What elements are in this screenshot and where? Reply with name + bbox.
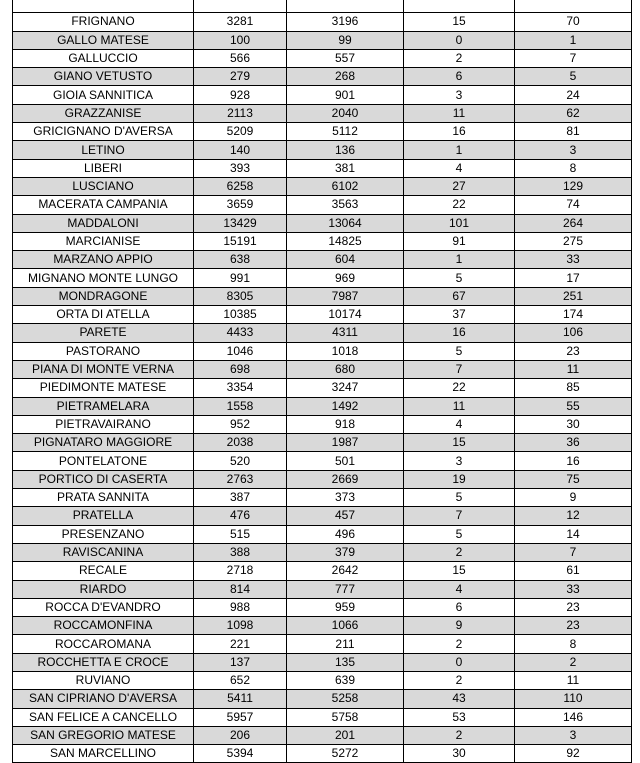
value-cell-4: 36 <box>515 434 632 452</box>
value-cell-3: 2 <box>404 726 515 744</box>
value-cell-3: 11 <box>404 104 515 122</box>
value-cell-1: 566 <box>194 49 287 67</box>
table-row <box>13 598 632 616</box>
value-cell-3: 7 <box>404 360 515 378</box>
value-cell-1: 279 <box>194 68 287 86</box>
value-cell-1: 5209 <box>194 123 287 141</box>
value-cell-4: 251 <box>515 287 632 305</box>
value-cell-3: 67 <box>404 287 515 305</box>
value-cell-2: 201 <box>287 726 404 744</box>
table-row <box>13 671 632 689</box>
value-cell-3: 0 <box>404 653 515 671</box>
value-cell-2: 3247 <box>287 379 404 397</box>
value-cell-4: 3 <box>515 726 632 744</box>
value-cell-3: 16 <box>404 123 515 141</box>
value-cell-1: 5411 <box>194 690 287 708</box>
value-cell-2 <box>287 0 404 13</box>
table-row <box>13 177 632 195</box>
comune-cell: SAN CIPRIANO D'AVERSA <box>13 690 194 708</box>
value-cell-1: 698 <box>194 360 287 378</box>
value-cell-2: 10174 <box>287 306 404 324</box>
value-cell-3: 91 <box>404 232 515 250</box>
value-cell-3: 53 <box>404 708 515 726</box>
table-row <box>13 452 632 470</box>
value-cell-1: 2763 <box>194 470 287 488</box>
value-cell-2: 5758 <box>287 708 404 726</box>
comune-cell: GIOIA SANNITICA <box>13 86 194 104</box>
table-row <box>13 159 632 177</box>
table-row <box>13 470 632 488</box>
value-cell-3: 16 <box>404 324 515 342</box>
value-cell-2: 268 <box>287 68 404 86</box>
value-cell-1: 1558 <box>194 397 287 415</box>
value-cell-2: 969 <box>287 269 404 287</box>
comune-cell: MONDRAGONE <box>13 287 194 305</box>
value-cell-1: 221 <box>194 635 287 653</box>
value-cell-4: 17 <box>515 269 632 287</box>
value-cell-3: 9 <box>404 617 515 635</box>
table-row <box>13 0 632 13</box>
value-cell-3: 15 <box>404 434 515 452</box>
value-cell-3: 4 <box>404 415 515 433</box>
value-cell-4: 8 <box>515 635 632 653</box>
value-cell-4: 75 <box>515 470 632 488</box>
value-cell-2: 211 <box>287 635 404 653</box>
value-cell-2: 918 <box>287 415 404 433</box>
table-row <box>13 690 632 708</box>
value-cell-3: 43 <box>404 690 515 708</box>
value-cell-4: 106 <box>515 324 632 342</box>
value-cell-1: 638 <box>194 251 287 269</box>
comune-cell: RUVIANO <box>13 671 194 689</box>
value-cell-2: 6102 <box>287 177 404 195</box>
table-row <box>13 525 632 543</box>
value-cell-1: 2038 <box>194 434 287 452</box>
table-row <box>13 617 632 635</box>
value-cell-2: 680 <box>287 360 404 378</box>
comune-cell: MARZANO APPIO <box>13 251 194 269</box>
value-cell-1: 100 <box>194 31 287 49</box>
table-row <box>13 251 632 269</box>
table-row <box>13 434 632 452</box>
comune-cell: PRATA SANNITA <box>13 489 194 507</box>
value-cell-1: 928 <box>194 86 287 104</box>
value-cell-1: 476 <box>194 507 287 525</box>
table-row <box>13 489 632 507</box>
value-cell-2: 496 <box>287 525 404 543</box>
value-cell-4: 264 <box>515 214 632 232</box>
value-cell-2: 379 <box>287 543 404 561</box>
comune-cell: ROCCA D'EVANDRO <box>13 598 194 616</box>
value-cell-4: 1 <box>515 31 632 49</box>
value-cell-2: 135 <box>287 653 404 671</box>
value-cell-4: 16 <box>515 452 632 470</box>
table-row <box>13 726 632 744</box>
value-cell-3: 22 <box>404 196 515 214</box>
value-cell-2: 457 <box>287 507 404 525</box>
value-cell-3 <box>404 0 515 13</box>
value-cell-3: 22 <box>404 379 515 397</box>
table-row <box>13 653 632 671</box>
value-cell-2: 381 <box>287 159 404 177</box>
municipalities-table <box>12 0 632 763</box>
value-cell-2: 3563 <box>287 196 404 214</box>
value-cell-1: 3659 <box>194 196 287 214</box>
value-cell-4: 33 <box>515 580 632 598</box>
value-cell-3: 15 <box>404 13 515 31</box>
comune-cell: MADDALONI <box>13 214 194 232</box>
value-cell-4: 70 <box>515 13 632 31</box>
value-cell-1: 1046 <box>194 342 287 360</box>
table-row <box>13 68 632 86</box>
value-cell-4: 129 <box>515 177 632 195</box>
value-cell-4: 12 <box>515 507 632 525</box>
value-cell-4: 33 <box>515 251 632 269</box>
table-row <box>13 13 632 31</box>
table-row <box>13 214 632 232</box>
comune-cell: PRATELLA <box>13 507 194 525</box>
comune-cell: PIEDIMONTE MATESE <box>13 379 194 397</box>
value-cell-4: 14 <box>515 525 632 543</box>
value-cell-4: 275 <box>515 232 632 250</box>
value-cell-3: 5 <box>404 489 515 507</box>
value-cell-4: 5 <box>515 68 632 86</box>
value-cell-4: 9 <box>515 489 632 507</box>
comune-cell: LUSCIANO <box>13 177 194 195</box>
table-row <box>13 104 632 122</box>
value-cell-3: 2 <box>404 543 515 561</box>
table-row <box>13 49 632 67</box>
value-cell-4: 74 <box>515 196 632 214</box>
comune-cell: GALLO MATESE <box>13 31 194 49</box>
table-row <box>13 306 632 324</box>
comune-cell: GRICIGNANO D'AVERSA <box>13 123 194 141</box>
table-row <box>13 324 632 342</box>
value-cell-1: 952 <box>194 415 287 433</box>
value-cell-3: 4 <box>404 580 515 598</box>
value-cell-2: 136 <box>287 141 404 159</box>
value-cell-1: 388 <box>194 543 287 561</box>
value-cell-4: 7 <box>515 543 632 561</box>
value-cell-3: 5 <box>404 525 515 543</box>
value-cell-1: 515 <box>194 525 287 543</box>
value-cell-1: 6258 <box>194 177 287 195</box>
value-cell-2: 373 <box>287 489 404 507</box>
value-cell-2: 2040 <box>287 104 404 122</box>
table-row <box>13 708 632 726</box>
value-cell-1: 206 <box>194 726 287 744</box>
comune-cell: MIGNANO MONTE LUNGO <box>13 269 194 287</box>
comune-cell: ROCCAROMANA <box>13 635 194 653</box>
value-cell-1: 387 <box>194 489 287 507</box>
value-cell-2: 959 <box>287 598 404 616</box>
value-cell-1: 520 <box>194 452 287 470</box>
value-cell-4: 23 <box>515 617 632 635</box>
value-cell-3: 37 <box>404 306 515 324</box>
table-row <box>13 86 632 104</box>
value-cell-3: 0 <box>404 31 515 49</box>
comune-cell: ORTA DI ATELLA <box>13 306 194 324</box>
value-cell-4: 61 <box>515 562 632 580</box>
table-row <box>13 360 632 378</box>
value-cell-4: 8 <box>515 159 632 177</box>
comune-cell: PASTORANO <box>13 342 194 360</box>
value-cell-3: 5 <box>404 269 515 287</box>
value-cell-2: 13064 <box>287 214 404 232</box>
comune-cell: RECALE <box>13 562 194 580</box>
table-row <box>13 141 632 159</box>
value-cell-4: 23 <box>515 342 632 360</box>
table-row <box>13 397 632 415</box>
value-cell-1: 814 <box>194 580 287 598</box>
value-cell-2: 777 <box>287 580 404 598</box>
table-row <box>13 580 632 598</box>
value-cell-4: 62 <box>515 104 632 122</box>
value-cell-2: 7987 <box>287 287 404 305</box>
value-cell-4: 55 <box>515 397 632 415</box>
value-cell-4: 110 <box>515 690 632 708</box>
value-cell-1: 13429 <box>194 214 287 232</box>
comune-cell: PIETRAMELARA <box>13 397 194 415</box>
value-cell-4: 3 <box>515 141 632 159</box>
value-cell-3: 19 <box>404 470 515 488</box>
value-cell-1: 393 <box>194 159 287 177</box>
comune-cell: PONTELATONE <box>13 452 194 470</box>
table-row <box>13 543 632 561</box>
table-row <box>13 269 632 287</box>
value-cell-3: 2 <box>404 671 515 689</box>
value-cell-1 <box>194 0 287 13</box>
value-cell-2: 14825 <box>287 232 404 250</box>
value-cell-4: 11 <box>515 360 632 378</box>
table-row <box>13 196 632 214</box>
comune-cell: GALLUCCIO <box>13 49 194 67</box>
value-cell-3: 15 <box>404 562 515 580</box>
value-cell-1: 4433 <box>194 324 287 342</box>
value-cell-1: 140 <box>194 141 287 159</box>
value-cell-3: 1 <box>404 251 515 269</box>
value-cell-1: 8305 <box>194 287 287 305</box>
comune-cell: RIARDO <box>13 580 194 598</box>
value-cell-2: 1987 <box>287 434 404 452</box>
value-cell-2: 4311 <box>287 324 404 342</box>
value-cell-3: 5 <box>404 342 515 360</box>
value-cell-2: 1018 <box>287 342 404 360</box>
table-row <box>13 379 632 397</box>
value-cell-2: 2642 <box>287 562 404 580</box>
comune-cell: PARETE <box>13 324 194 342</box>
value-cell-1: 991 <box>194 269 287 287</box>
value-cell-1: 3354 <box>194 379 287 397</box>
comune-cell: GRAZZANISE <box>13 104 194 122</box>
value-cell-4: 7 <box>515 49 632 67</box>
table-row <box>13 415 632 433</box>
comune-cell: LETINO <box>13 141 194 159</box>
comune-cell: RAVISCANINA <box>13 543 194 561</box>
comune-cell: GIANO VETUSTO <box>13 68 194 86</box>
value-cell-3: 7 <box>404 507 515 525</box>
value-cell-2: 2669 <box>287 470 404 488</box>
value-cell-4: 85 <box>515 379 632 397</box>
comune-cell: PRESENZANO <box>13 525 194 543</box>
value-cell-4 <box>515 0 632 13</box>
table-row <box>13 562 632 580</box>
comune-cell: LIBERI <box>13 159 194 177</box>
value-cell-2: 5258 <box>287 690 404 708</box>
value-cell-2: 1492 <box>287 397 404 415</box>
comune-cell: SAN GREGORIO MATESE <box>13 726 194 744</box>
value-cell-1: 5394 <box>194 745 287 763</box>
table-row <box>13 745 632 763</box>
value-cell-3: 11 <box>404 397 515 415</box>
value-cell-2: 5272 <box>287 745 404 763</box>
table-row <box>13 287 632 305</box>
comune-cell: PIGNATARO MAGGIORE <box>13 434 194 452</box>
value-cell-1: 1098 <box>194 617 287 635</box>
value-cell-2: 3196 <box>287 13 404 31</box>
table-row <box>13 342 632 360</box>
value-cell-1: 137 <box>194 653 287 671</box>
comune-cell: FRIGNANO <box>13 13 194 31</box>
value-cell-3: 6 <box>404 68 515 86</box>
comune-cell: ROCCAMONFINA <box>13 617 194 635</box>
value-cell-1: 5957 <box>194 708 287 726</box>
value-cell-1: 2113 <box>194 104 287 122</box>
table-row <box>13 31 632 49</box>
comune-cell: SAN MARCELLINO <box>13 745 194 763</box>
value-cell-2: 1066 <box>287 617 404 635</box>
value-cell-2: 99 <box>287 31 404 49</box>
value-cell-4: 30 <box>515 415 632 433</box>
value-cell-3: 27 <box>404 177 515 195</box>
value-cell-3: 6 <box>404 598 515 616</box>
value-cell-4: 174 <box>515 306 632 324</box>
comune-cell: PORTICO DI CASERTA <box>13 470 194 488</box>
value-cell-4: 81 <box>515 123 632 141</box>
value-cell-2: 604 <box>287 251 404 269</box>
table-body <box>13 0 632 763</box>
comune-cell: ROCCHETTA E CROCE <box>13 653 194 671</box>
value-cell-4: 11 <box>515 671 632 689</box>
value-cell-4: 92 <box>515 745 632 763</box>
comune-cell: MACERATA CAMPANIA <box>13 196 194 214</box>
comune-cell: SAN FELICE A CANCELLO <box>13 708 194 726</box>
value-cell-3: 1 <box>404 141 515 159</box>
value-cell-4: 2 <box>515 653 632 671</box>
value-cell-2: 639 <box>287 671 404 689</box>
comune-cell: MARCIANISE <box>13 232 194 250</box>
value-cell-4: 146 <box>515 708 632 726</box>
table-row <box>13 232 632 250</box>
value-cell-2: 901 <box>287 86 404 104</box>
table-row <box>13 635 632 653</box>
value-cell-3: 4 <box>404 159 515 177</box>
value-cell-3: 3 <box>404 452 515 470</box>
value-cell-2: 557 <box>287 49 404 67</box>
value-cell-4: 24 <box>515 86 632 104</box>
comune-cell <box>13 0 194 13</box>
value-cell-4: 23 <box>515 598 632 616</box>
value-cell-1: 15191 <box>194 232 287 250</box>
comune-cell: PIANA DI MONTE VERNA <box>13 360 194 378</box>
value-cell-2: 5112 <box>287 123 404 141</box>
value-cell-1: 652 <box>194 671 287 689</box>
table-row <box>13 123 632 141</box>
value-cell-3: 101 <box>404 214 515 232</box>
value-cell-1: 988 <box>194 598 287 616</box>
value-cell-3: 3 <box>404 86 515 104</box>
value-cell-2: 501 <box>287 452 404 470</box>
value-cell-3: 2 <box>404 635 515 653</box>
table-row <box>13 507 632 525</box>
comune-cell: PIETRAVAIRANO <box>13 415 194 433</box>
value-cell-1: 2718 <box>194 562 287 580</box>
value-cell-3: 30 <box>404 745 515 763</box>
value-cell-1: 3281 <box>194 13 287 31</box>
value-cell-1: 10385 <box>194 306 287 324</box>
value-cell-3: 2 <box>404 49 515 67</box>
